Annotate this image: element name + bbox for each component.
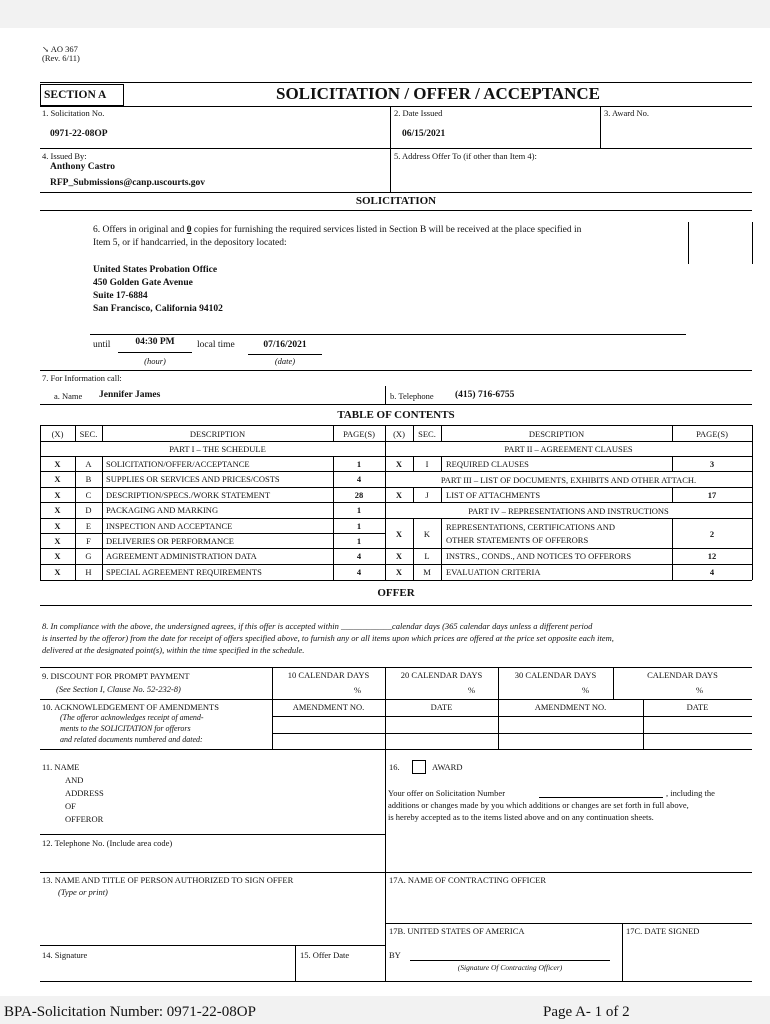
toc-col-x: (X) <box>51 429 64 439</box>
disc-30-pct: % <box>582 685 590 695</box>
authorized-person-sub: (Type or print) <box>58 887 108 897</box>
signature-caption: (Signature Of Contracting Officer) <box>457 963 563 972</box>
toc-mark: X <box>54 521 61 531</box>
award-item-no: 16. <box>389 762 400 772</box>
toc-pages: 12 <box>707 551 717 561</box>
toc-mark: X <box>54 505 61 515</box>
toc-pages: 1 <box>356 459 362 469</box>
toc-col-desc-right: DESCRIPTION <box>528 429 585 439</box>
toc-desc: EVALUATION CRITERIA <box>446 567 541 577</box>
toc-sec: C <box>85 490 92 500</box>
toc-pages: 4 <box>356 551 362 561</box>
toc-mark: X <box>54 551 61 561</box>
copies-count: 0 <box>186 225 192 235</box>
toc-sec: G <box>85 551 92 561</box>
form-code-text: AO 367 <box>50 44 78 54</box>
offeror-label-1: 11. NAME <box>42 762 80 772</box>
toc-col-desc: DESCRIPTION <box>189 429 246 439</box>
offeror-label-5: OFFEROR <box>65 814 104 824</box>
depository-line-3: Suite 17-6884 <box>93 291 148 301</box>
toc-col-sec: SEC. <box>79 429 98 439</box>
toc-pages: 2 <box>709 529 715 539</box>
award-text-post: , including the <box>666 788 715 798</box>
discount-sub: (See Section I, Clause No. 52-232-8) <box>56 684 181 694</box>
toc-desc: DESCRIPTION/SPECS./WORK STATEMENT <box>106 490 271 500</box>
offeror-label-2: AND <box>65 775 84 785</box>
toc-col-pages: PAGE(S) <box>343 429 375 439</box>
item8-line2: is inserted by the offeror) from the date for receipt of offers specified above, to furnish any or all items upon which prices are offered at the price set opposite each item, <box>42 633 614 643</box>
date-issued-value: 06/15/2021 <box>402 129 446 139</box>
toc-sec: H <box>85 567 92 577</box>
toc-pages: 28 <box>354 490 364 500</box>
offeror-label-3: ADDRESS <box>65 788 104 798</box>
toc-sec: B <box>85 474 92 484</box>
toc-mark: X <box>54 536 61 546</box>
toc-sec: K <box>423 529 431 539</box>
award-label: AWARD <box>432 762 463 772</box>
disc-10-days: 10 CALENDAR DAYS <box>287 670 370 680</box>
contracting-officer-label: 17A. NAME OF CONTRACTING OFFICER <box>389 875 547 885</box>
until-label: until <box>93 340 111 350</box>
toc-desc: PACKAGING AND MARKING <box>106 505 219 515</box>
amend-no-col-2: AMENDMENT NO. <box>534 702 607 712</box>
time-value: 04:30 PM <box>135 337 175 347</box>
toc-desc: SPECIAL AGREEMENT REQUIREMENTS <box>106 567 262 577</box>
item6-pre: 6. Offers in original and <box>93 225 187 235</box>
discount-label: 9. DISCOUNT FOR PROMPT PAYMENT <box>42 671 190 681</box>
issued-by-email: RFP_Submissions@canp.uscourts.gov <box>50 178 206 188</box>
item6-post: copies for furnishing the required services listed in Section B will be received at the place specified in <box>191 225 582 235</box>
toc-sec: F <box>86 536 91 546</box>
solicitation-no-label: 1. Solicitation No. <box>42 108 105 118</box>
depository-line-1: United States Probation Office <box>93 265 218 275</box>
award-no-label: 3. Award No. <box>604 108 650 118</box>
toc-sec: M <box>423 567 431 577</box>
disc-20-days: 20 CALENDAR DAYS <box>400 670 483 680</box>
amendments-label: 10. ACKNOWLEDGEMENT OF AMENDMENTS <box>42 702 219 712</box>
hour-caption: (hour) <box>144 356 166 366</box>
date-caption: (date) <box>274 356 296 366</box>
footer-page-number: Page A- 1 of 2 <box>543 1004 630 1020</box>
toc-desc-line2: OTHER STATEMENTS OF OFFERORS <box>446 535 589 545</box>
page-title: SOLICITATION / OFFER / ACCEPTANCE <box>276 84 600 103</box>
toc-mark: X <box>54 459 61 469</box>
disc-other-days: CALENDAR DAYS <box>647 670 718 680</box>
award-text-line2: additions or changes made by you which additions or changes are set forth in full above, <box>388 800 689 810</box>
date-issued-label: 2. Date Issued <box>394 108 443 118</box>
toc-sec: J <box>425 490 429 500</box>
toc-pages: 17 <box>707 490 717 500</box>
telephone-label: b. Telephone <box>390 391 434 401</box>
contact-name-value: Jennifer James <box>99 390 161 400</box>
toc-mark: X <box>395 551 403 561</box>
solicitation-heading: SOLICITATION <box>355 195 437 207</box>
toc-mark: X <box>54 474 61 484</box>
by-label: BY <box>389 950 401 960</box>
item6-text-line2: Item 5, or if handcarried, in the depository located: <box>93 238 287 248</box>
toc-pages: 1 <box>356 521 362 531</box>
issued-by-name: Anthony Castro <box>50 162 116 172</box>
toc-col-x-right: (X) <box>393 429 405 439</box>
toc-heading: TABLE OF CONTENTS <box>337 409 455 421</box>
toc-sec: I <box>425 459 429 469</box>
section-label: SECTION A <box>40 84 124 106</box>
toc-pages: 1 <box>356 536 362 546</box>
disc-10-pct: % <box>354 685 362 695</box>
form-rev: (Rev. 6/11) <box>42 53 80 63</box>
authorized-person-label: 13. NAME AND TITLE OF PERSON AUTHORIZED TO SIGN OFFER <box>42 875 294 885</box>
date-value: 07/16/2021 <box>263 340 307 350</box>
issued-by-label: 4. Issued By: <box>42 151 87 161</box>
toc-sec: L <box>424 551 430 561</box>
signature-label: 14. Signature <box>42 950 88 960</box>
toc-mark: X <box>395 529 403 539</box>
footer-solicitation-number: BPA-Solicitation Number: 0971-22-08OP <box>4 1004 256 1020</box>
disc-other-pct: % <box>696 685 704 695</box>
amend-date-col-1: DATE <box>430 702 453 712</box>
toc-col-sec-right: SEC. <box>418 429 436 439</box>
toc-desc: LIST OF ATTACHMENTS <box>446 490 541 500</box>
toc-desc: INSPECTION AND ACCEPTANCE <box>106 521 233 531</box>
usa-label: 17B. UNITED STATES OF AMERICA <box>389 926 525 936</box>
toc-desc: REQUIRED CLAUSES <box>446 459 529 469</box>
award-text-pre: Your offer on Solicitation Number <box>388 788 506 798</box>
toc-mark: X <box>395 459 403 469</box>
amend-no-col-1: AMENDMENT NO. <box>292 702 365 712</box>
toc-desc: INSTRS., CONDS., AND NOTICES TO OFFERORS <box>446 551 632 561</box>
toc-sec: E <box>85 521 92 531</box>
telephone-no-label: 12. Telephone No. (Include area code) <box>42 838 173 848</box>
toc-desc: REPRESENTATIONS, CERTIFICATIONS AND <box>446 522 616 532</box>
item8-line1: 8. In compliance with the above, the undersigned agrees, if this offer is accepted within ____________calendar days (365 calendar days unless a different period <box>42 621 593 631</box>
toc-pages: 4 <box>356 567 362 577</box>
toc-desc: SUPPLIES OR SERVICES AND PRICES/COSTS <box>106 474 280 484</box>
toc-part3: PART III – LIST OF DOCUMENTS, EXHIBITS AND OTHER ATTACH. <box>440 475 697 485</box>
contact-name-label: a. Name <box>54 391 83 401</box>
toc-mark: X <box>54 490 61 500</box>
local-time-label: local time <box>197 340 235 350</box>
offer-heading: OFFER <box>377 587 415 599</box>
info-call-label: 7. For Information call: <box>42 373 122 383</box>
form-mark-icon: ↘ <box>42 44 50 54</box>
solicitation-no-value: 0971-22-08OP <box>50 129 108 139</box>
amendments-sub-2: ments to the SOLICITATION for offerors <box>60 724 191 733</box>
amendments-sub-3: and related documents numbered and dated: <box>60 735 203 744</box>
offeror-label-4: OF <box>65 801 76 811</box>
toc-desc: DELIVERIES OR PERFORMANCE <box>106 536 234 546</box>
toc-sec: A <box>85 459 92 469</box>
item6-text-line1 <box>93 225 581 235</box>
toc-pages: 4 <box>356 474 362 484</box>
toc-part2: PART II – AGREEMENT CLAUSES <box>504 444 633 454</box>
disc-20-pct: % <box>468 685 476 695</box>
toc-col-pages-right: PAGE(S) <box>696 429 728 439</box>
date-signed-label: 17C. DATE SIGNED <box>626 926 700 936</box>
address-offer-label: 5. Address Offer To (if other than Item 4): <box>394 151 537 161</box>
toc-part1: PART I – THE SCHEDULE <box>169 444 266 454</box>
amend-date-col-2: DATE <box>686 702 709 712</box>
toc-mark: X <box>395 490 403 500</box>
toc-pages: 3 <box>709 459 715 469</box>
amendments-sub-1: (The offeror acknowledges receipt of amend- <box>60 713 204 722</box>
toc-desc: AGREEMENT ADMINISTRATION DATA <box>106 551 257 561</box>
item8-line3: delivered at the designated point(s), within the time specified in the schedule. <box>42 645 305 655</box>
toc-pages: 4 <box>709 567 715 577</box>
toc-sec: D <box>85 505 92 515</box>
depository-line-2: 450 Golden Gate Avenue <box>93 278 193 288</box>
toc-mark: X <box>395 567 403 577</box>
toc-part4: PART IV – REPRESENTATIONS AND INSTRUCTIONS <box>468 506 669 516</box>
disc-30-days: 30 CALENDAR DAYS <box>514 670 597 680</box>
toc-desc: SOLICITATION/OFFER/ACCEPTANCE <box>106 459 250 469</box>
depository-line-4: San Francisco, California 94102 <box>93 304 223 314</box>
award-checkbox[interactable] <box>412 760 426 774</box>
toc-mark: X <box>54 567 61 577</box>
award-text-line3: is hereby accepted as to the items listed above and on any continuation sheets. <box>388 812 654 822</box>
toc-pages: 1 <box>356 505 362 515</box>
offer-date-label: 15. Offer Date <box>300 950 350 960</box>
telephone-value: (415) 716-6755 <box>455 390 515 400</box>
